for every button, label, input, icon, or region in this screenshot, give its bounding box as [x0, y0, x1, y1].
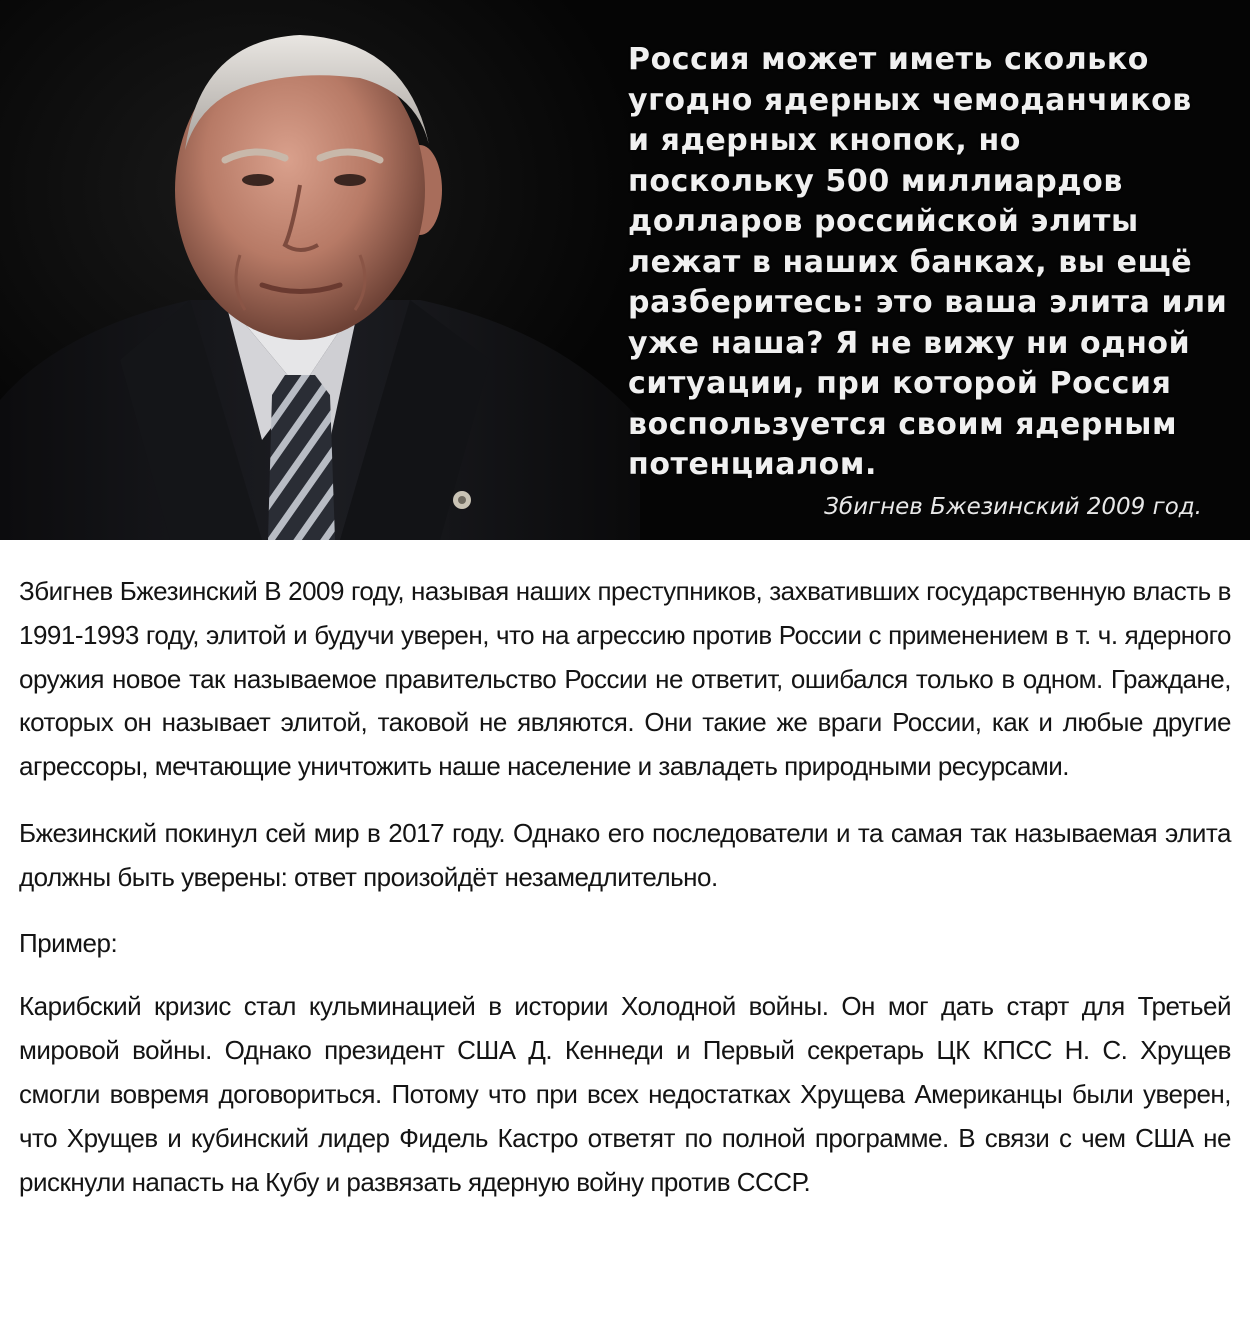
quote-line: и ядерных кнопок, но [628, 123, 1022, 158]
quote-line: потенциалом. [628, 447, 878, 482]
quote-line: лежат в наших банках, вы ещё [628, 244, 1193, 280]
quote-line: уже наша? Я не вижу ни одной [628, 325, 1191, 361]
article-paragraph: Пример: [19, 927, 118, 958]
quote-line: Россия может иметь сколько [628, 42, 1150, 77]
quote-text [628, 40, 1233, 486]
article-paragraph: Бжезинский покинул сей мир в 2017 году. Однако его последователи и та самая так называемая элита должны быть уверены: ответ произойдёт незамедлительно. [19, 817, 1231, 892]
quote-line: поскольку 500 миллиардов [628, 163, 1123, 199]
quote-line: угодно ядерных чемоданчиков [628, 82, 1192, 118]
article-body [19, 570, 1231, 1204]
quote-banner [0, 0, 1250, 540]
quote-line: ситуации, при которой Россия [628, 366, 1172, 401]
quote-author: Збигнев Бжезинский 2009 год. [824, 494, 1202, 520]
quote-line: долларов российской элиты [628, 204, 1139, 239]
portrait-image [0, 0, 640, 540]
quote-line: разберитесь: это ваша элита или [628, 285, 1228, 320]
article-paragraph: Збигнев Бжезинский В 2009 году, называя наших преступников, захвативших государственную власть в 1991-1993 году, элитой и будучи уверен, что на агрессию против России с применением в т. ч. ядерного оружия новое так называемое правительство России не ответит, ошибался только в одном. Граждане, которых он называет элитой, таковой не являются. Они такие же враги России, как и любые другие агрессоры, мечтающие уничтожить наше население и завладеть природными ресурсами. [19, 576, 1231, 782]
quote-line: воспользуется своим ядерным [628, 406, 1178, 442]
article-paragraph: Карибский кризис стал кульминацией в истории Холодной войны. Он мог дать старт для Третьей мировой войны. Однако президент США Д. Кеннеди и Первый секретарь ЦК КПСС Н. С. Хрущев смогли вовремя договориться. Потому что при всех недостатках Хрущева Американцы были уверен, что Хрущев и кубинский лидер Фидель Кастро ответят по полной программе. В связи с чем США не рискнули напасть на Кубу и развязать ядерную войну против СССР. [19, 991, 1231, 1197]
